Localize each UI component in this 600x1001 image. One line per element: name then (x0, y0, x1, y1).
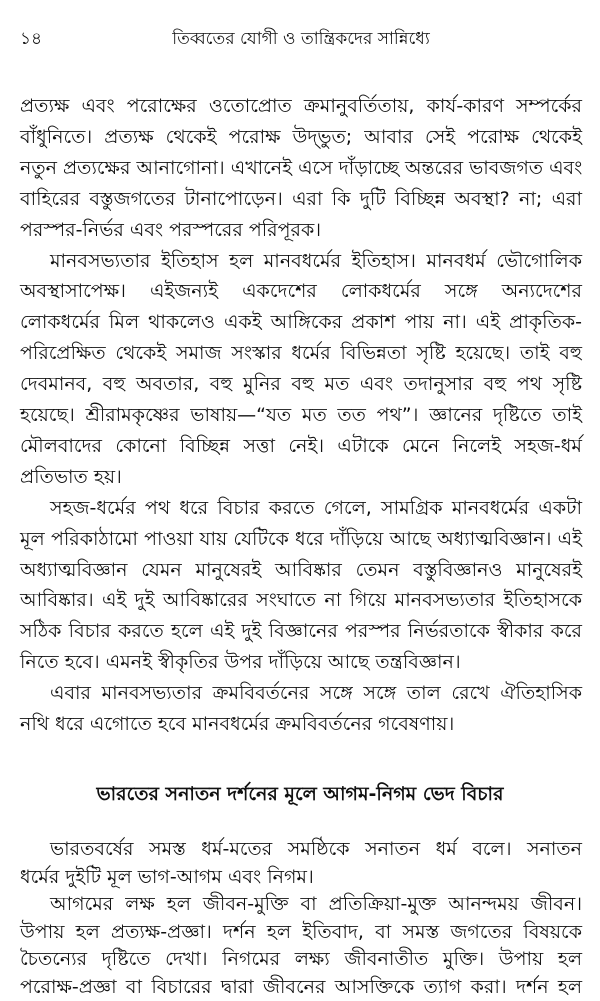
text-line: প্রত্যক্ষ এবং পরোক্ষের ওতোপ্রোত ক্রমানুবর্তিতায়, কার্য-কারণ সম্পর্কের (20, 95, 582, 117)
text-line: আগমের লক্ষ হল জীবন-মুক্তি বা প্রতিক্রিয়া-মুক্ত আনন্দময় জীবন। (50, 893, 582, 916)
text-line: পরোক্ষ-প্রজ্ঞা বা বিচারের দ্বারা জীবনের আসক্তিকে ত্যাগ করা। দর্শন হল (20, 976, 582, 998)
text-line: বাঁধুনিতে। প্রত্যক্ষ থেকেই পরোক্ষ উদ্‌ভুত; আবার সেই পরোক্ষ থেকেই (20, 125, 582, 148)
text-line: উপায় হল প্রত্যক্ষ-প্রজ্ঞা। দর্শন হল ইতিবাদ, বা সমস্ত জগতের বিষয়কে (20, 920, 582, 943)
text-line: মৌলবাদের কোনো বিচ্ছিন্ন সত্তা নেই। এটাকে মেনে নিলেই সহজ-ধর্ম (20, 434, 582, 457)
text-line: মূল পরিকাঠামো পাওয়া যায় যেটিকে ধরে দাঁড়িয়ে আছে অধ্যাত্মবিজ্ঞান। এই (20, 527, 582, 550)
text-line: আবিষ্কার। এই দুই আবিষ্কারের সংঘাতে না গিয়ে মানবসভ্যতার ইতিহাসকে (20, 589, 582, 612)
text-line: অবস্থাসাপেক্ষ। এইজন্যই একদেশের লোকধর্মের সঙ্গে অন্যদেশের (20, 280, 582, 303)
text-line: সহজ-ধর্মের পথ ধরে বিচার করতে গেলে, সামগ্রিক মানবধর্মের একটা (50, 496, 582, 519)
running-header (20, 26, 582, 52)
text-line: হয়েছে। শ্রীরামকৃষ্ণের ভাষায়—“যত মত তত পথ”। জ্ঞানের দৃষ্টিতে তাই (20, 404, 582, 426)
text-line: মানবসভ্যতার ইতিহাস হল মানবধর্মের ইতিহাস। মানবধর্ম ভৌগোলিক (50, 249, 582, 272)
text-line: প্রতিভাত হয়। (20, 465, 122, 488)
page-number: ১৪ (20, 29, 43, 49)
text-line: নথি ধরে এগোতে হবে মানবধর্মের ক্রমবিবর্তনের গবেষণায়। (20, 713, 455, 735)
text-line: লোকধর্মের মিল থাকলেও একই আঙ্গিকের প্রকাশ পায় না। এই প্রাকৃতিক- (20, 311, 582, 334)
text-line: এবার মানবসভ্যতার ক্রমবিবর্তনের সঙ্গে সঙ্গে তাল রেখে ঐতিহাসিক (50, 682, 582, 705)
text-line: দেবমানব, বহু অবতার, বহু মুনির বহু মত এবং তদানুসার বহু পথ সৃষ্টি (20, 373, 582, 396)
running-title: তিব্বতের যোগী ও তান্ত্রিকদের সান্নিধ্যে (172, 29, 430, 49)
text-line: চৈতন্যের দৃষ্টিতে দেখা। নিগমের লক্ষ্য জীবনাতীত মুক্তি। উপায় হল (20, 948, 582, 971)
text-line: অধ্যাত্মবিজ্ঞান যেমন মানুষেরই আবিষ্কার তেমন বস্তুবিজ্ঞানও মানুষেরই (20, 558, 582, 581)
text-line: নতুন প্রত্যক্ষের আনাগোনা। এখানেই এসে দাঁড়াচ্ছে অন্তরের ভাবজগত এবং (20, 156, 583, 179)
text-line: পরিপ্রেক্ষিত থেকেই সমাজ সংস্কার ধর্মের বিভিন্নতা সৃষ্টি হয়েছে। তাই বহু (20, 342, 582, 365)
section-heading: ভারতের সনাতন দর্শনের মূলে আগম-নিগম ভেদ বিচার (96, 783, 504, 805)
text-line: পরস্পর-নির্ভর এবং পরস্পরের পরিপূরক। (20, 218, 322, 241)
text-line: ধর্মের দুইটি মূল ভাগ-আগম এবং নিগম। (20, 865, 314, 888)
text-line: নিতে হবে। এমনই স্বীকৃতির উপর দাঁড়িয়ে আছে তন্ত্রবিজ্ঞান। (20, 651, 461, 674)
text-line: বাহিরের বস্তুজগতের টানাপোড়েন। এরা কি দুটি বিচ্ছিন্ন অবস্থা? না; এরা (20, 187, 582, 210)
text-line: ভারতবর্ষের সমস্ত ধর্ম-মতের সমষ্ঠিকে সনাতন ধর্ম বলে। সনাতন (50, 838, 582, 860)
text-line: সঠিক বিচার করতে হলে এই দুই বিজ্ঞানের পরস্পর নির্ভরতাকে স্বীকার করে (20, 620, 582, 643)
